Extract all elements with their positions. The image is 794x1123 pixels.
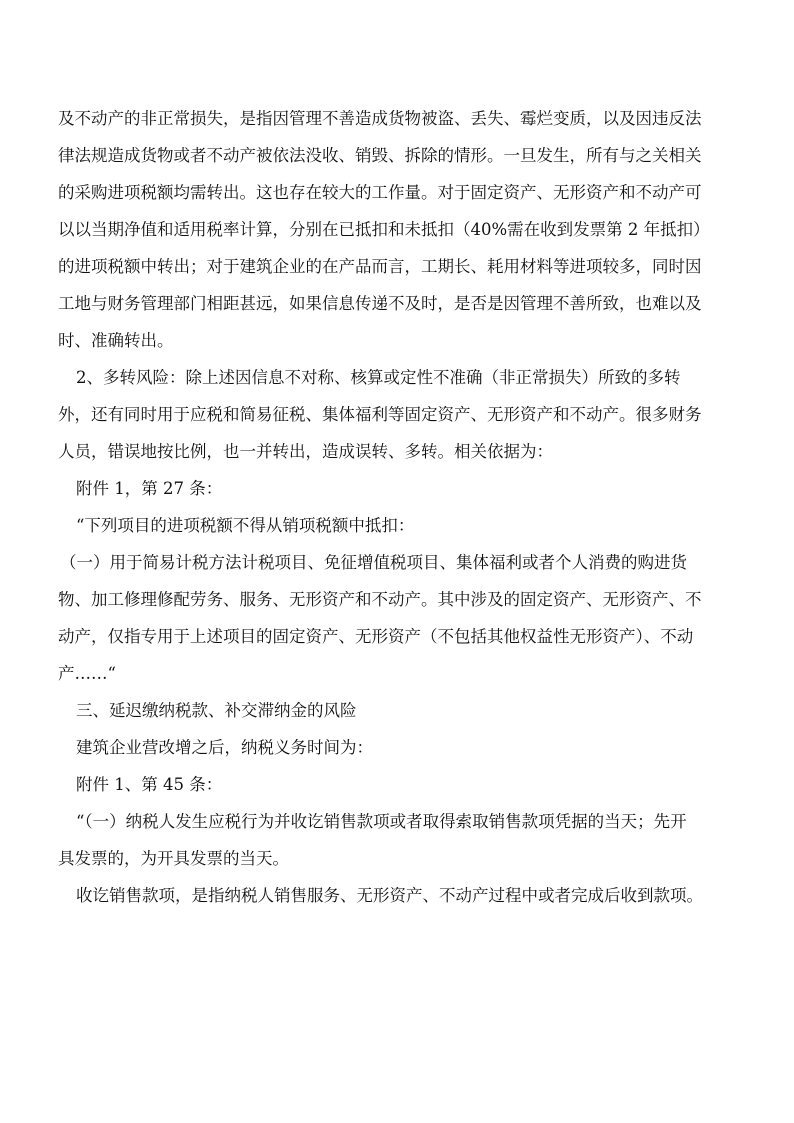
body-text-line: 收讫销售款项，是指纳税人销售服务、无形资产、不动产过程中或者完成后收到款项。 bbox=[76, 886, 703, 905]
body-text-line: 时、准确转出。 bbox=[58, 331, 174, 350]
quoted-text-line: “（一）纳税人发生应税行为并收讫销售款项或者取得索取销售款项凭据的当天；先开 bbox=[76, 812, 687, 831]
citation-heading: 附件 1，第 27 条： bbox=[76, 479, 223, 498]
body-text-line: 2、多转风险：除上述因信息不对称、核算或定性不准确（非正常损失）所致的多转 bbox=[76, 368, 681, 387]
body-text-line: 及不动产的非正常损失，是指因管理不善造成货物被盗、丢失、霉烂变质，以及因违反法 bbox=[58, 109, 702, 128]
quoted-text-line: 动产，仅指专用于上述项目的固定资产、无形资产（不包括其他权益性无形资产）、不动 bbox=[58, 627, 694, 646]
body-text-line: 律法规造成货物或者不动产被依法没收、销毁、拆除的情形。一旦发生，所有与之关相关 bbox=[58, 146, 702, 165]
quoted-text-line: 具发票的，为开具发票的当天。 bbox=[58, 849, 289, 868]
body-text-line: 建筑企业营改增之后，纳税义务时间为： bbox=[76, 738, 373, 757]
quoted-text-line: “下列项目的进项税额不得从销项税额中抵扣： bbox=[76, 516, 415, 535]
quoted-text-line: 产……“ bbox=[58, 664, 116, 683]
document-page bbox=[58, 100, 738, 914]
quoted-text-line: （一）用于简易计税方法计税项目、免征增值税项目、集体福利或者个人消费的购进货 bbox=[60, 553, 687, 572]
quoted-text-line: 物、加工修理修配劳务、服务、无形资产和不动产。其中涉及的固定资产、无形资产、不 bbox=[58, 590, 702, 609]
body-text-line: 以以当期净值和适用税率计算，分别在已抵扣和未抵扣（40%需在收到发票第 2 年抵扣） bbox=[58, 220, 710, 239]
body-text-line: 外，还有同时用于应税和简易征税、集体福利等固定资产、无形资产和不动产。很多财务 bbox=[58, 405, 702, 424]
body-text-line: 人员，错误地按比例，也一并转出，造成误转、多转。相关依据为： bbox=[58, 442, 553, 461]
body-text-line: 的进项税额中转出；对于建筑企业的在产品而言，工期长、耗用材料等进项较多，同时因 bbox=[58, 257, 702, 276]
body-text-line: 工地与财务管理部门相距甚远，如果信息传递不及时，是否是因管理不善所致，也难以及 bbox=[58, 294, 702, 313]
citation-heading: 附件 1、第 45 条： bbox=[76, 775, 223, 794]
body-text-line: 的采购进项税额均需转出。这也存在较大的工作量。对于固定资产、无形资产和不动产可 bbox=[58, 183, 702, 202]
section-heading: 三、延迟缴纳税款、补交滞纳金的风险 bbox=[76, 701, 357, 720]
